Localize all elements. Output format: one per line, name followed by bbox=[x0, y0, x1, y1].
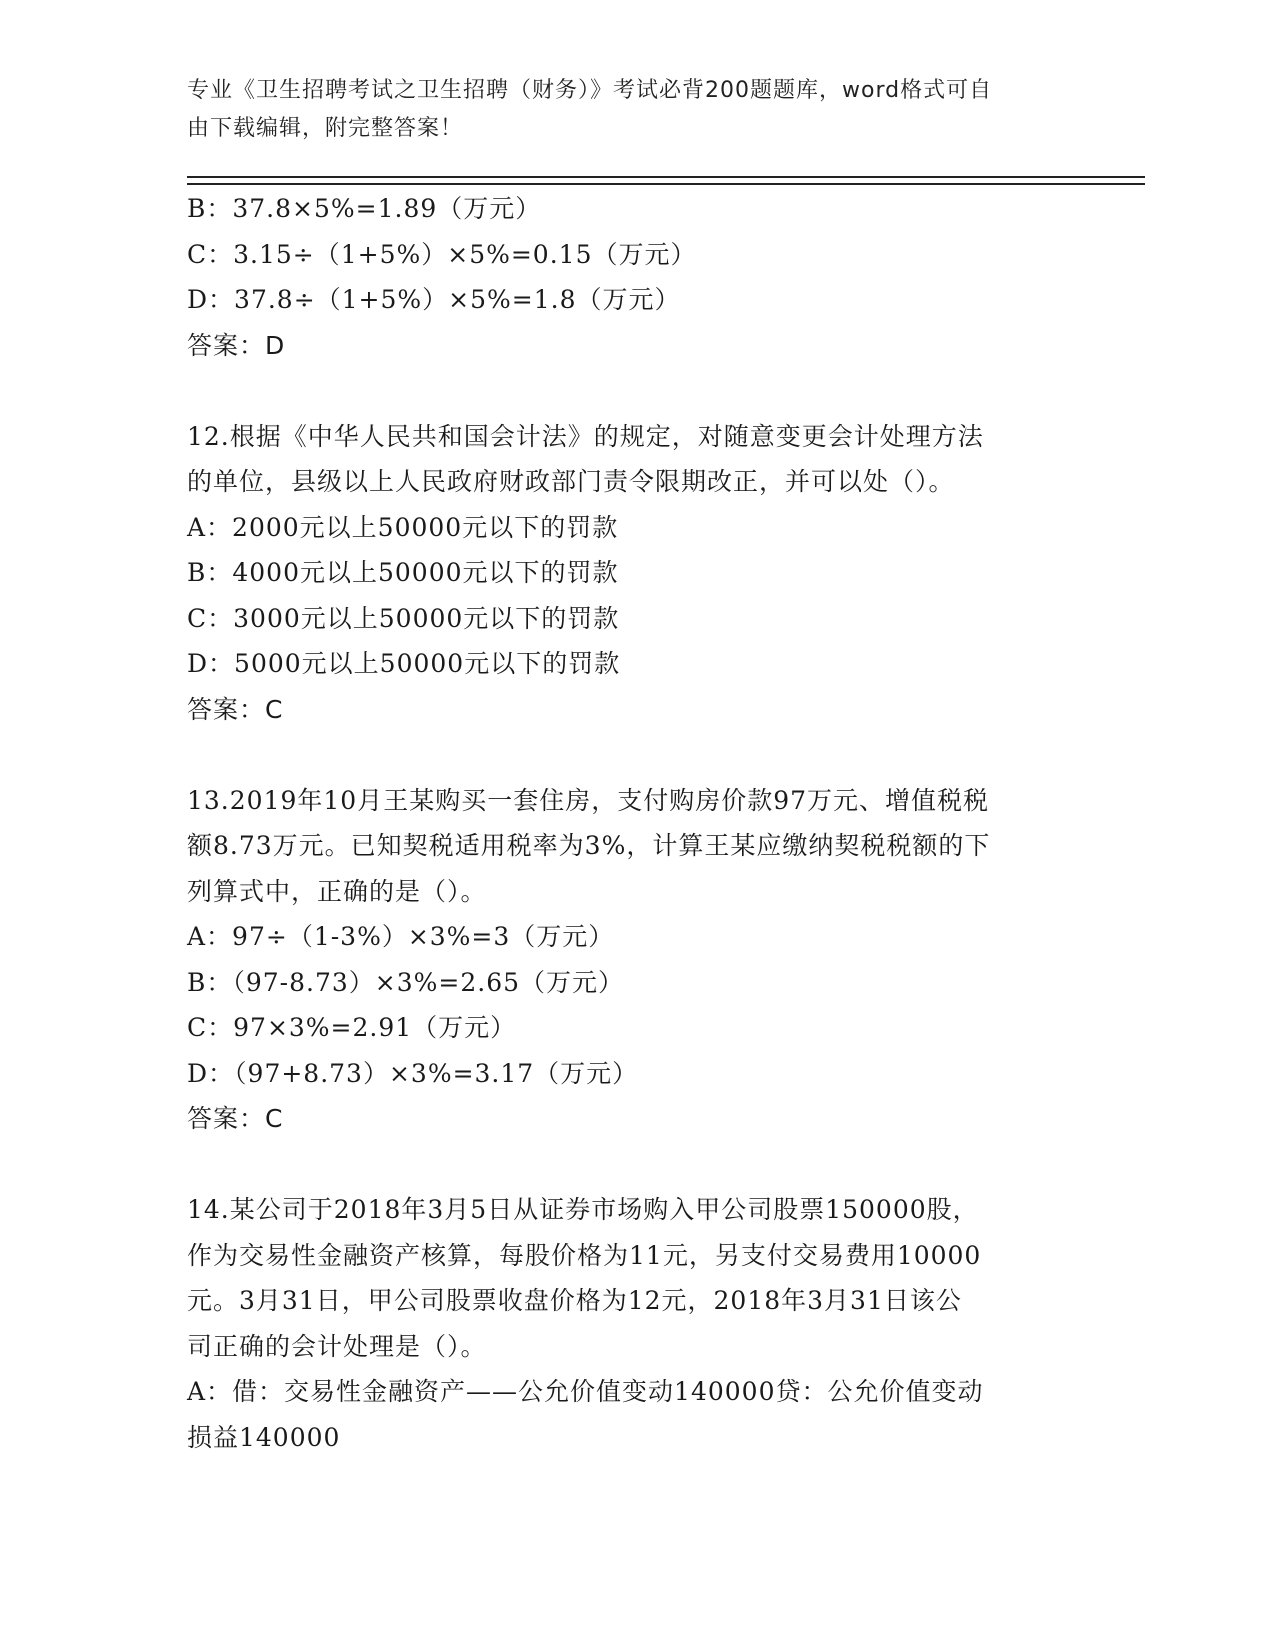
previous-question-block bbox=[187, 186, 1087, 368]
document-header bbox=[187, 72, 1067, 148]
question-stem-line: 12.根据《中华人民共和国会计法》的规定，对随意变更会计处理方法 bbox=[187, 421, 984, 451]
answer-label: 答案：C bbox=[187, 694, 284, 724]
question-13 bbox=[187, 778, 1087, 1142]
header-divider-bottom bbox=[187, 183, 1145, 185]
question-stem-line: 元。3月31日，甲公司股票收盘价格为12元，2018年3月31日该公 bbox=[187, 1286, 962, 1315]
option-a: A：借：交易性金融资产——公允价值变动140000贷：公允价值变动 bbox=[187, 1377, 984, 1406]
header-title-line-1: 专业《卫生招聘考试之卫生招聘（财务）》考试必背200题题库，word格式可自 bbox=[187, 78, 993, 103]
answer-label: 答案：C bbox=[187, 1104, 284, 1133]
header-divider-top bbox=[187, 176, 1145, 178]
spacer bbox=[187, 1142, 1087, 1188]
option-b: B：4000元以上50000元以下的罚款 bbox=[187, 558, 619, 587]
question-stem-line: 列算式中，正确的是（）。 bbox=[187, 876, 487, 906]
question-stem-line: 作为交易性金融资产核算，每股价格为11元，另支付交易费用10000 bbox=[187, 1240, 982, 1270]
question-stem-line: 额8.73万元。已知契税适用税率为3%，计算王某应缴纳契税税额的下 bbox=[187, 831, 991, 860]
spacer bbox=[187, 368, 1087, 414]
option-b: B：37.8×5%=1.89（万元） bbox=[187, 194, 542, 223]
question-stem-line: 14.某公司于2018年3月5日从证券市场购入甲公司股票150000股， bbox=[187, 1195, 979, 1224]
option-c: C：3000元以上50000元以下的罚款 bbox=[187, 603, 620, 633]
spacer bbox=[187, 732, 1087, 778]
option-b: B：（97-8.73）×3%=2.65（万元） bbox=[187, 967, 625, 997]
option-d: D：5000元以上50000元以下的罚款 bbox=[187, 649, 621, 678]
option-d: D：（97+8.73）×3%=3.17（万元） bbox=[187, 1058, 639, 1088]
option-c: C：97×3%=2.91（万元） bbox=[187, 1013, 517, 1042]
question-stem-line: 的单位，县级以上人民政府财政部门责令限期改正，并可以处（）。 bbox=[187, 467, 955, 496]
option-c: C：3.15÷（1+5%）×5%=0.15（万元） bbox=[187, 239, 697, 269]
header-title-line-2: 由下载编辑，附完整答案！ bbox=[187, 116, 464, 141]
option-a: A：2000元以上50000元以下的罚款 bbox=[187, 512, 619, 542]
question-14 bbox=[187, 1187, 1087, 1460]
question-stem-line: 13.2019年10月王某购买一套住房，支付购房价款97万元、增值税税 bbox=[187, 785, 990, 815]
question-stem-line: 司正确的会计处理是（）。 bbox=[187, 1331, 487, 1361]
question-12 bbox=[187, 414, 1087, 733]
option-a: A：97÷（1-3%）×3%=3（万元） bbox=[187, 922, 615, 951]
question-content bbox=[187, 186, 1087, 1460]
answer-label: 答案：D bbox=[187, 330, 286, 360]
option-d: D：37.8÷（1+5%）×5%=1.8（万元） bbox=[187, 285, 681, 314]
option-a-continuation: 损益140000 bbox=[187, 1422, 341, 1452]
